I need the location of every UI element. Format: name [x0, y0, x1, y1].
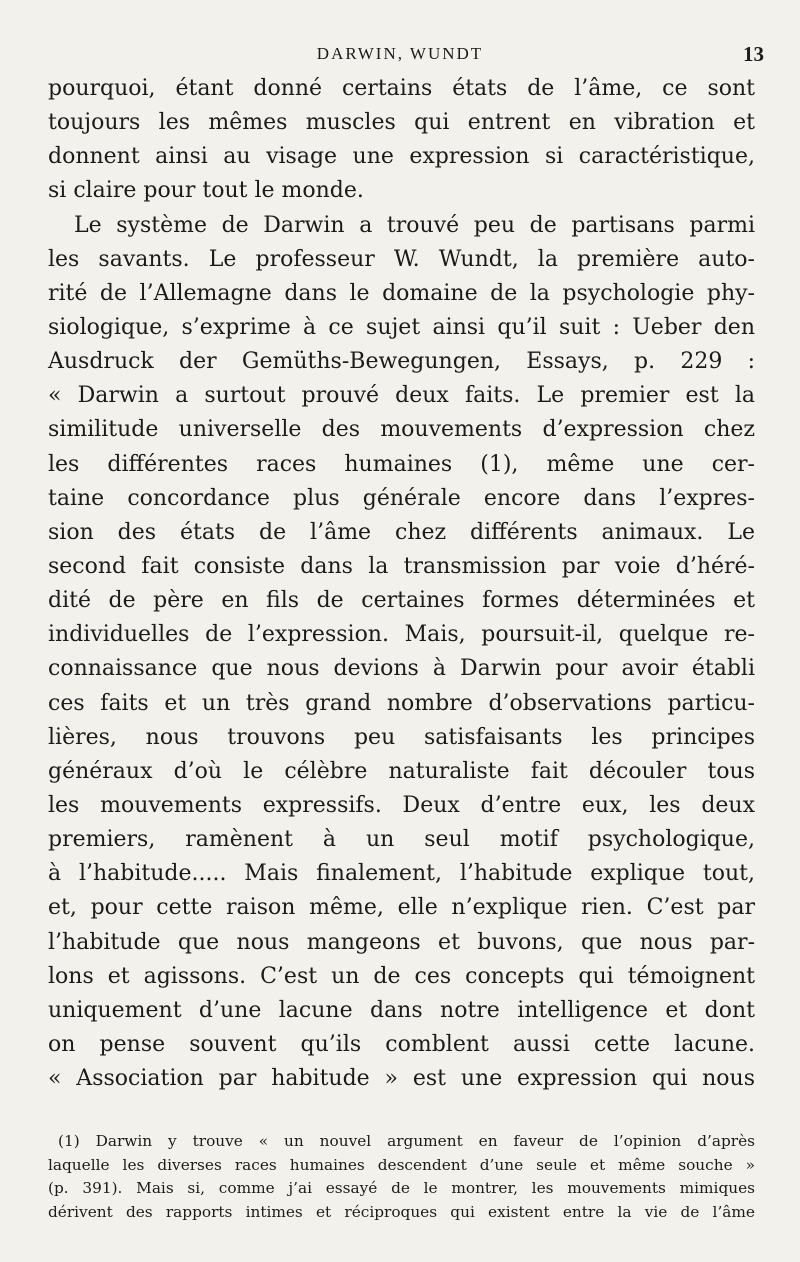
running-head: [0, 42, 800, 66]
footnote-line: dérivent des rapports intimes et réciproques qui existent entre la vie de l’âme: [48, 1202, 755, 1221]
footnotes: [48, 1130, 755, 1224]
text-line: donnent ainsi au visage une expression si caractéristique,: [48, 144, 755, 170]
text-line: Le système de Darwin a trouvé peu de partisans parmi: [74, 212, 755, 238]
text-line: « Darwin a surtout prouvé deux faits. Le premier est la: [48, 383, 755, 409]
text-line: les différentes races humaines (1), même une cer-: [48, 451, 755, 477]
text-line: second fait consiste dans la transmission par voie d’héré-: [48, 553, 755, 579]
text-line: rité de l’Allemagne dans le domaine de la psychologie phy-: [48, 280, 755, 306]
running-title: DARWIN, WUNDT: [316, 44, 484, 63]
text-line: similitude universelle des mouvements d’expression chez: [48, 417, 755, 443]
footnote-line: (1) Darwin y trouve « un nouvel argument en faveur de l’opinion d’après: [58, 1132, 755, 1150]
text-line: si claire pour tout le monde.: [48, 178, 364, 204]
text-line: l’habitude que nous mangeons et buvons, que nous par-: [48, 929, 755, 955]
page-number: 13: [743, 42, 764, 66]
text-line: à l’habitude..... Mais finalement, l’habitude explique tout,: [48, 861, 755, 887]
text-line: Ausdruck der Gemüths-Bewegungen, Essays, p. 229 :: [48, 349, 755, 375]
text-line: on pense souvent qu’ils comblent aussi cette lacune.: [48, 1031, 755, 1057]
text-line: dité de père en fils de certaines formes déterminées et: [48, 588, 755, 614]
text-line: connaissance que nous devions à Darwin pour avoir établi: [48, 656, 755, 682]
text-line: les savants. Le professeur W. Wundt, la première auto-: [48, 246, 755, 272]
text-line: les mouvements expressifs. Deux d’entre eux, les deux: [48, 792, 755, 818]
footnote-line: (p. 391). Mais si, comme j’ai essayé de le montrer, les mouvements mimiques: [48, 1179, 755, 1197]
body-text: [48, 72, 755, 1096]
text-line: pourquoi, étant donné certains états de l’âme, ce sont: [48, 76, 755, 101]
text-line: ces faits et un très grand nombre d’observations particu-: [48, 690, 755, 716]
text-line: uniquement d’une lacune dans notre intelligence et dont: [48, 997, 755, 1023]
text-line: « Association par habitude » est une expression qui nous: [48, 1066, 755, 1092]
text-line: taine concordance plus générale encore dans l’expres-: [48, 485, 755, 511]
text-line: individuelles de l’expression. Mais, poursuit-il, quelque re-: [48, 622, 755, 648]
text-line: siologique, s’exprime à ce sujet ainsi qu’il suit : Ueber den: [48, 314, 755, 340]
footnote-line: laquelle les diverses races humaines descendent d’une seule et même souche »: [48, 1155, 755, 1174]
text-line: premiers, ramènent à un seul motif psychologique,: [48, 827, 755, 853]
text-line: lières, nous trouvons peu satisfaisants les principes: [48, 724, 755, 750]
text-line: sion des états de l’âme chez différents animaux. Le: [48, 519, 755, 545]
text-line: et, pour cette raison même, elle n’explique rien. C’est par: [48, 895, 755, 921]
text-line: généraux d’où le célèbre naturaliste fait découler tous: [48, 758, 755, 784]
text-line: toujours les mêmes muscles qui entrent en vibration et: [48, 110, 755, 136]
text-line: lons et agissons. C’est un de ces concepts qui témoignent: [48, 963, 755, 989]
